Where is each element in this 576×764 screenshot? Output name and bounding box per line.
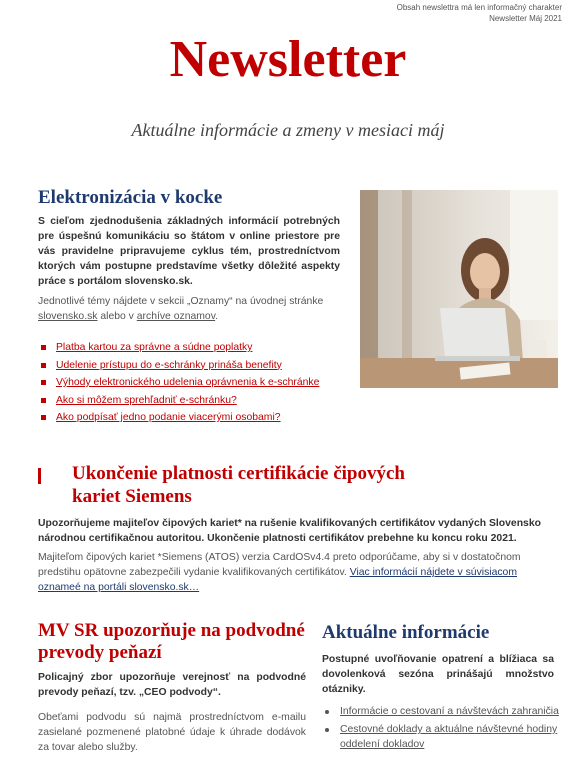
text-fragment: Majiteľom čipových kariet *Siemens (ATOS) verzia CardOSv4.4 preto odporúčame, aby si v dostatočnom predstihu opätovne zabezpečili vydanie kvalifikovaných certifikátov.: [38, 552, 521, 578]
topic-link[interactable]: Ako podpísať jedno podanie viacerými osobami?: [56, 412, 281, 423]
section-heading-elektronizacia: Elektronizácia v kocke: [38, 187, 223, 208]
archive-link[interactable]: archíve oznamov: [136, 311, 216, 322]
issue-label: Newsletter Máj 2021: [489, 14, 562, 23]
list-item: [38, 409, 358, 427]
text-fragment: alebo v: [97, 311, 137, 322]
text-fragment: Jednotlivé témy nájdete v sekcii „Oznamy“ na úvodnej stránke: [38, 296, 324, 307]
topic-link[interactable]: Výhody elektronického udelenia oprávnenia k e-schránke: [56, 377, 320, 388]
section-heading-fraud: MV SR upozorňuje na podvodné prevody peňazí: [38, 620, 305, 663]
topic-links-list: [38, 339, 358, 427]
section-text: [38, 294, 340, 324]
section-heading-aktualne: Aktuálne informácie: [322, 622, 490, 643]
list-item: [322, 704, 562, 719]
woman-laptop-photo: [360, 190, 558, 388]
topic-link[interactable]: Ako si môžem sprehľadniť e-schránku?: [56, 394, 237, 406]
section-lead: Policajný zbor upozorňuje verejnosť na podvodné prevody peňazí, tzv. „CEO podvody“.: [38, 672, 306, 698]
text-fragment: .: [215, 311, 219, 322]
topic-link[interactable]: Platba kartou za správne a súdne poplatky: [56, 342, 253, 353]
topic-link[interactable]: Udelenie prístupu do e-schránky prináša benefity: [56, 359, 282, 371]
list-item: [38, 339, 358, 357]
section-accent-bar: [38, 468, 41, 484]
slovensko-sk-link[interactable]: slovensko.sk: [38, 311, 98, 322]
more-info-link[interactable]: Viac informácií nájdete v súvisiacom oznameé na portáli slovensko.sk…: [38, 567, 517, 593]
list-item: [322, 722, 562, 752]
section-lead: S cieľom zjednodušenia základných informácií potrebných pre úspešnú komunikáciu so štátom v online priestore pre vás pravidelne pripravujeme cyklus tém, prostredníctvom ktorých vám postupne predstavíme všetky dôležité aspekty práce s portálom slovensko.sk.: [38, 216, 340, 287]
newsletter-subtitle: Aktuálne informácie a zmeny v mesiaci máj: [131, 120, 445, 140]
section-text: [38, 550, 558, 595]
disclaimer-note: [397, 2, 562, 24]
section-lead: Postupné uvoľňovanie opatrení a blížiaca sa dovolenková sezóna prinášajú množstvo otázniky.: [322, 654, 554, 695]
list-item: [38, 357, 358, 375]
info-link[interactable]: Cestovné doklady a aktuálne návštevné hodiny oddelení dokladov: [340, 724, 558, 750]
section-text: Obeťami podvodu sú najmä prostredníctvom e-mailu zasielané pozmenené platobné údaje k úhrade dodávok za tovar alebo služby.: [38, 712, 306, 753]
disclaimer-text: Obsah newslettra má len informačný charakter: [396, 3, 562, 12]
info-link[interactable]: Informácie o cestovaní a návštevách zahraničia: [340, 706, 559, 717]
info-links-list: [322, 704, 562, 755]
list-item: [38, 374, 358, 392]
section-lead: Upozorňujeme majiteľov čipových kariet* na rušenie kvalifikovaných certifikátov vydaných Slovensko národnou certifikačnou autoritou. Ukončenie platnosti certifikátov prebehne ku koncu roku 2021.: [38, 518, 541, 544]
section-heading-siemens: Ukončenie platnosti certifikácie čipových kariet Siemens: [72, 463, 405, 507]
list-item: [38, 392, 358, 410]
newsletter-title: Newsletter: [169, 31, 407, 88]
